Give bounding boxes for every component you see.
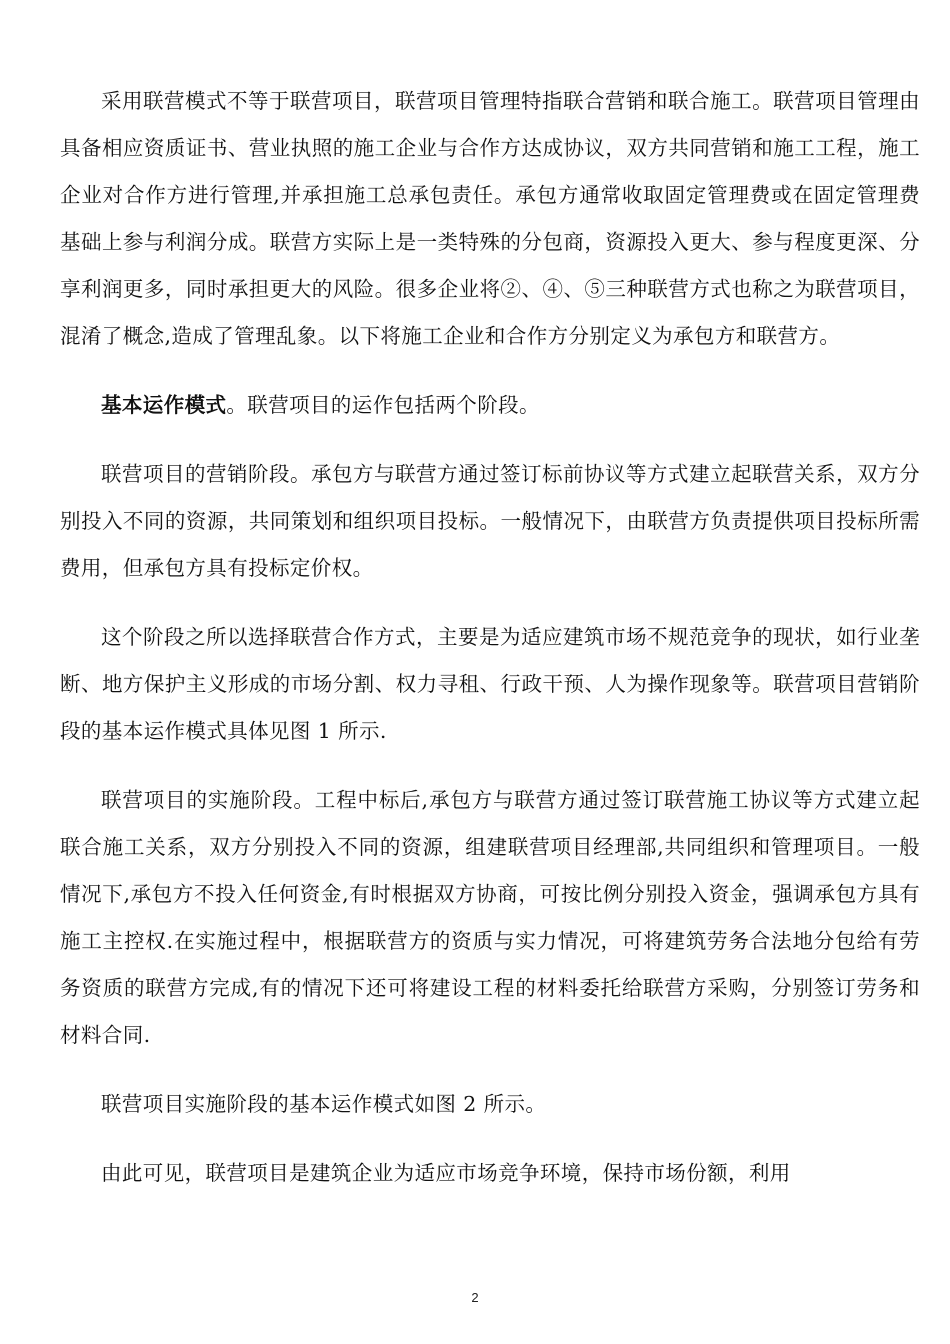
paragraph-marketing-reason: 这个阶段之所以选择联营合作方式，主要是为适应建筑市场不规范竞争的现状，如行业垄断、地方保护主义形成的市场分割、权力寻租、行政干预、人为操作现象等。联营项目营销阶段的基本运作模式具体见图 1 所示. [60, 625, 920, 743]
paragraph-conclusion-start: 由此可见，联营项目是建筑企业为适应市场竞争环境，保持市场份额，利用 [101, 1161, 791, 1185]
inline-heading-text: 。联营项目的运作包括两个阶段。 [226, 393, 540, 417]
inline-heading: 基本运作模式 [101, 393, 227, 417]
paragraph-marketing-stage: 联营项目的营销阶段。承包方与联营方通过签订标前协议等方式建立起联营关系，双方分别投入不同的资源，共同策划和组织项目投标。一般情况下，由联营方负责提供项目投标所需费用，但承包方具有投标定价权。 [60, 462, 920, 580]
paragraph-figure-2-reference: 联营项目实施阶段的基本运作模式如图 2 所示。 [101, 1092, 547, 1116]
paragraph-implementation-stage: 联营项目的实施阶段。工程中标后,承包方与联营方通过签订联营施工协议等方式建立起联合施工关系，双方分别投入不同的资源，组建联营项目经理部,共同组织和管理项目。一般情况下,承包方不投入任何资金,有时根据双方协商，可按比例分别投入资金，强调承包方具有施工主控权.在实施过程中，根据联营方的资质与实力情况，可将建筑劳务合法地分包给有劳务资质的联营方完成,有的情况下还可将建设工程的材料委托给联营方采购，分别签订劳务和材料合同. [60, 788, 920, 1047]
document-body [60, 78, 920, 1219]
paragraph-basic-operation-mode [60, 382, 920, 429]
page-number: 2 [471, 1290, 479, 1305]
paragraph-joint-project-definition: 采用联营模式不等于联营项目，联营项目管理特指联合营销和联合施工。联营项目管理由具备相应资质证书、营业执照的施工企业与合作方达成协议，双方共同营销和施工工程，施工企业对合作方进行管理,并承担施工总承包责任。承包方通常收取固定管理费或在固定管理费基础上参与利润分成。联营方实际上是一类特殊的分包商，资源投入更大、参与程度更深、分享利润更多，同时承担更大的风险。很多企业将②、④、⑤三种联营方式也称之为联营项目，混淆了概念,造成了管理乱象。以下将施工企业和合作方分别定义为承包方和联营方。 [60, 89, 920, 348]
